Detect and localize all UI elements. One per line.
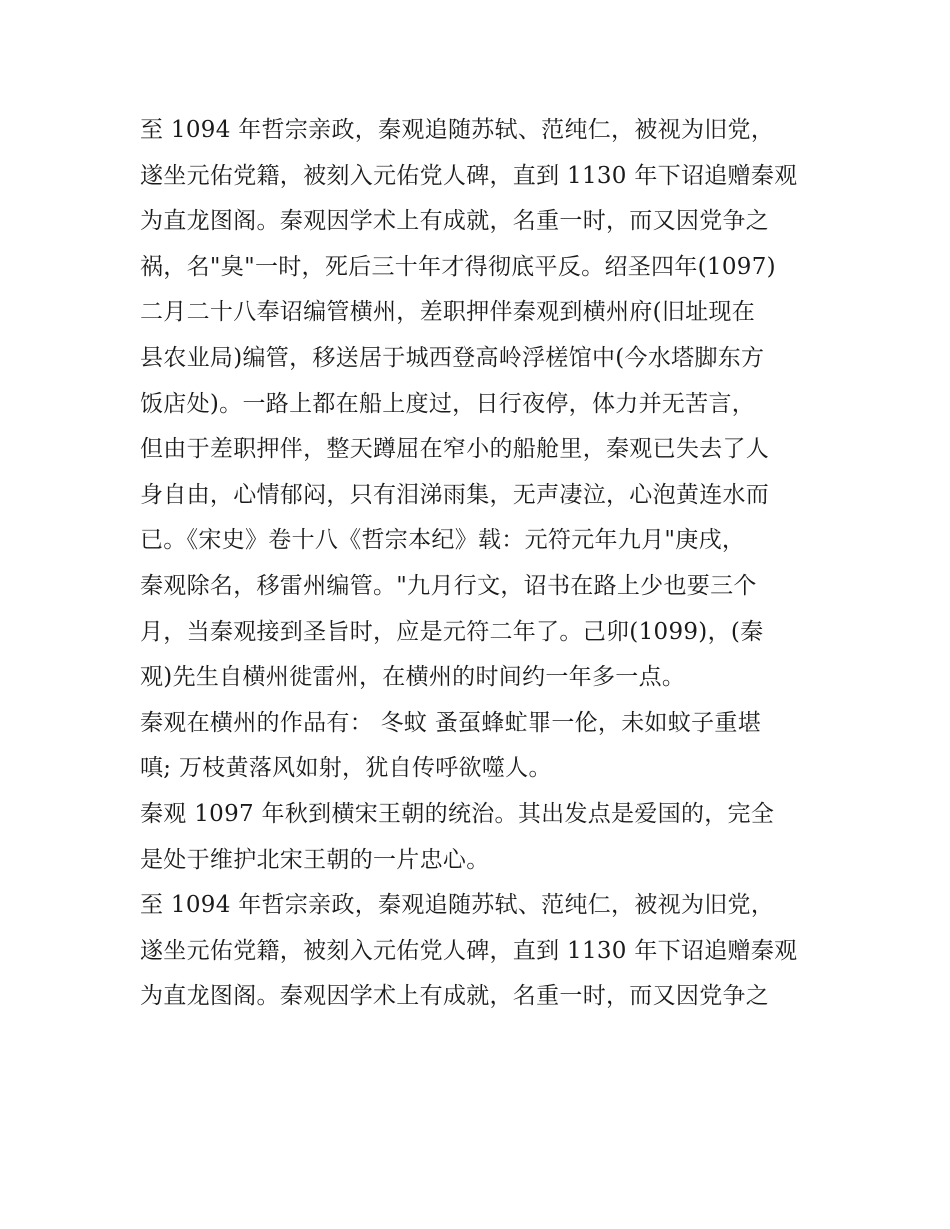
text-line: 观)先生自横州徙雷州，在横州的时间约一年多一点。: [140, 664, 686, 691]
text-line: 饭店处)。一路上都在船上度过，日行夜停，体力并无苦言，: [140, 390, 756, 417]
text-line: 嗔; 万枝黄落风如射，犹自传呼欲噬人。: [140, 755, 552, 782]
text-line: 至 1094 年哲宗亲政，秦观追随苏轼、范纯仁，被视为旧党，: [140, 117, 775, 143]
text-line: 月，当秦观接到圣旨时，应是元符二年了。己卯(1099)，(秦: [140, 618, 764, 645]
text-line: 为直龙图阁。秦观因学术上有成就，名重一时，而又因党争之: [140, 208, 770, 235]
text-line: 遂坐元佑党籍，被刻入元佑党人碑，直到 1130 年下诏追赠秦观: [140, 937, 798, 964]
text-line: 是处于维护北宋王朝的一片忠心。: [140, 846, 490, 873]
text-line: 至 1094 年哲宗亲政，秦观追随苏轼、范纯仁，被视为旧党，: [140, 892, 775, 919]
text-line: 秦观除名，移雷州编管。"九月行文，诏书在路上少也要三个: [140, 572, 757, 599]
document-body: [140, 108, 820, 1020]
text-line: 秦观 1097 年秋到横宋王朝的统治。其出发点是爱国的，完全: [140, 800, 775, 827]
text-line: 但由于差职押伴，整天蹲屈在窄小的船舱里，秦观已失去了人: [140, 436, 770, 463]
text-line: 秦观在横州的作品有： 冬蚊 蚤虿蜂虻罪一伦，未如蚊子重堪: [140, 709, 762, 736]
text-line: 二月二十八奉诏编管横州，差职押伴秦观到横州府(旧址现在: [140, 299, 756, 326]
text-line: 为直龙图阁。秦观因学术上有成就，名重一时，而又因党争之: [140, 983, 770, 1010]
text-line: 已。《宋史》卷十八《哲宗本纪》载：元符元年九月"庚戌，: [140, 527, 746, 554]
text-line: 遂坐元佑党籍，被刻入元佑党人碑，直到 1130 年下诏追赠秦观: [140, 162, 798, 189]
text-line: 祸，名"臭"一时，死后三十年才得彻底平反。绍圣四年(1097): [140, 253, 776, 280]
text-line: 县农业局)编管，移送居于城西登高岭浮槎馆中(今水塔脚东方: [140, 344, 765, 371]
text-line: 身自由，心情郁闷，只有泪涕雨集，无声凄泣，心泡黄连水而: [140, 481, 770, 508]
